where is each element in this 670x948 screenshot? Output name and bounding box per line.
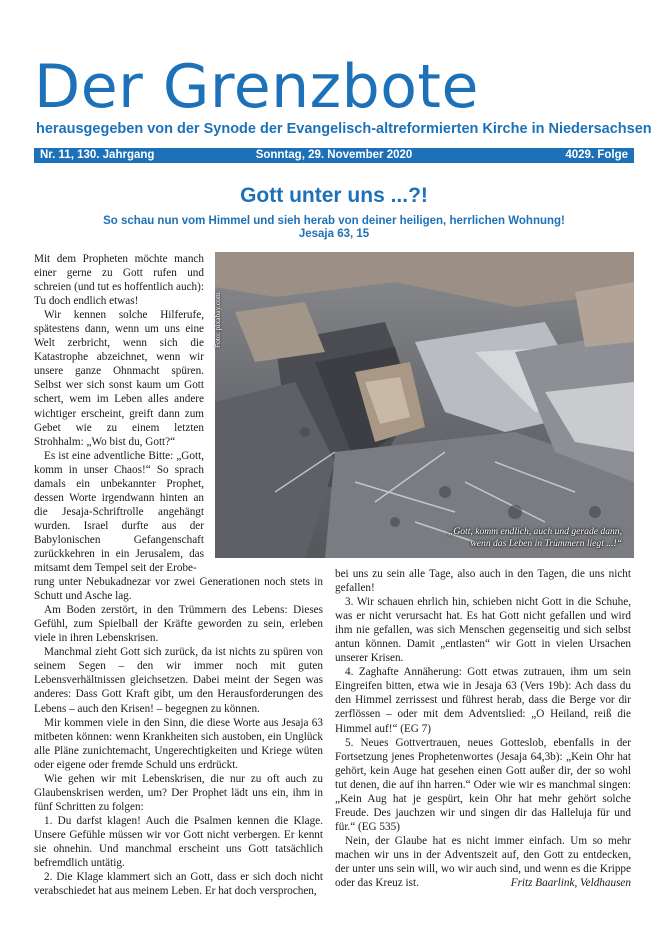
paragraph: Mir kommen viele in den Sinn, die diese Worte aus Jesaja 63 mitbeten können: wenn Krankheiten sich austoben, ein Unglück alle Pläne zunichtemacht, Ungerechtigkeiten und Kriege wüten oder eigene oder fremde Schuld uns erdrückt.	[34, 716, 323, 771]
issue-number: Nr. 11, 130. Jahrgang	[40, 149, 155, 161]
photo-credit-text: Foto: pixabay.com	[213, 292, 222, 348]
caption-line: „Gott, komm endlich, auch und gerade dann,	[448, 526, 622, 537]
bible-verse	[34, 215, 634, 241]
paragraph: Wir kennen solche Hilferufe, spätestens dann, wenn um uns eine Welt zerbricht, wenn sich die Katastrophe abzeichnet, wenn wir unsere ganze Ohnmacht spüren. Selbst wer sich sonst kaum um Gott schert, wem im Leben alles andere wichtiger erscheint, greift dann zum Gebet wie zu einem letzten Strohhalm: „Wo bist du, Gott?“	[34, 309, 204, 448]
paragraph-continuation: rung unter Nebukadnezar vor zwei Generationen noch stets in Schutt und Asche lag.	[34, 576, 323, 603]
paragraph-continuation: bei uns zu sein alle Tage, also auch in den Tagen, die uns nicht gefallen!	[335, 568, 631, 595]
paragraph: Am Boden zerstört, in den Trümmern des Lebens: Dieses Gefühl, zum Spielball der Kräfte geworden zu sein, erleben viele in ihren Lebenskrisen.	[34, 604, 323, 645]
paragraph: Wie gehen wir mit Lebenskrisen, die nur zu oft auch zu Glaubenskrisen werden, um? Der Prophet lädt uns ein, ihm in fünf Schritten zu folgen:	[34, 772, 323, 813]
article-headline: Gott unter uns ...?!	[240, 184, 428, 207]
paragraph	[335, 834, 631, 890]
paragraph: 3. Wir schauen ehrlich hin, schieben nicht Gott in die Schuhe, was er nicht verursacht hat. Es hat Gott nicht gefallen und wird ihm nie gefallen, was sich Menschen gegenseitig und sich selbst antun können. Damit „entlasten“ wir Gott in vielen Ursachen unserer Krisen.	[335, 596, 631, 665]
issue-bar	[34, 148, 634, 163]
photo-credit	[213, 268, 227, 348]
masthead-subtitle: herausgegeben von der Synode der Evangelisch-altreformierten Kirche in Niedersachsen	[36, 121, 652, 137]
photo-caption	[448, 526, 622, 550]
paragraph: 1. Du darfst klagen! Auch die Psalmen kennen die Klage. Unsere Gefühle müssen wir vor Gott nicht verbergen. Er kennt sie ohnehin. Und manchmal erscheint uns Gott tatsächlich befremdlich untätig.	[34, 814, 323, 870]
paragraph: 5. Neues Gottvertrauen, neues Gotteslob, ebenfalls in der Fortsetzung jenes Prophetenwortes (Jesaja 64,3b): „Kein Ohr hat gehört, kein Auge hat gesehen einen Gott außer dir, der so wohl tut denen, die auf ihn harren.“ Oder wie wir es manchmal singen: „Kein Aug hat je gespürt, kein Ohr hat mehr gehört solche Freude. Des jauchzen wir und singen dir das Halleluja für und für.“ (EG 535)	[335, 736, 631, 833]
article-column-right	[335, 567, 631, 890]
column-narrow-section	[34, 252, 204, 575]
issue-date: Sonntag, 29. November 2020	[255, 149, 413, 161]
verse-reference: Jesaja 63, 15	[298, 228, 370, 240]
masthead-title: Der Grenzbote	[34, 52, 479, 122]
paragraph-text: Nein, der Glaube hat es nicht immer einfach. Um so mehr machen wir uns in der Adventszeit auf, den Gott zu entdecken, der unter uns sein will, wo wir auch sind, und wenn es die Krippe oder das Kreuz ist.	[335, 834, 631, 890]
paragraph: 4. Zaghafte Annäherung: Gott etwas zutrauen, ihm um sein Eingreifen bitten, etwa wie in Jesaja 63 (Vers 19b): Ach dass du den Himmel zerrissest und führest herab, dass die Berge vor dir zerflössen – oder mit dem Adventslied: „O Heiland, reiß die Himmel auf!“ (EG 7)	[335, 666, 631, 735]
author-signature: Fritz Baarlink, Veldhausen	[510, 877, 631, 890]
rubble-photo	[215, 252, 634, 558]
verse-text: So schau nun vom Himmel und sieh herab von deiner heiligen, herrlichen Wohnung!	[103, 215, 565, 227]
paragraph: Manchmal zieht Gott sich zurück, da ist nichts zu spüren von seinem Segen – den wir immer noch mit guten Lebensverhältnissen gleichsetzen. Dabei meint der Segen was anderes: Dass Gott Kraft gibt, um den Herausforderungen des Lebens – auch den Krisen! – begegnen zu können.	[34, 646, 323, 715]
issue-sequence: 4029. Folge	[565, 149, 628, 161]
paragraph: Mit dem Propheten möchte manch einer gerne zu Gott rufen und schreien (und tut es hoffentlich auch): Tu doch endlich etwas!	[34, 253, 204, 308]
caption-line: wenn das Leben in Trümmern liegt ...!“	[470, 538, 622, 549]
paragraph: 2. Die Klage klammert sich an Gott, dass er sich doch nicht verabschiedet hat aus meinem Leben. Er hat doch versprochen,	[34, 871, 323, 898]
paragraph: Es ist eine adventliche Bitte: „Gott, komm in unser Chaos!“ So sprach damals ein unbekannter Prophet, dessen Worte irgendwann hinten an die Jesaja-Schriftrolle angehängt wurden. Israel durfte aus der Babylonischen Gefangenschaft zurückkehren in ein Jerusalem, das mitsamt dem Tempel seit der Erobe-	[34, 449, 204, 575]
